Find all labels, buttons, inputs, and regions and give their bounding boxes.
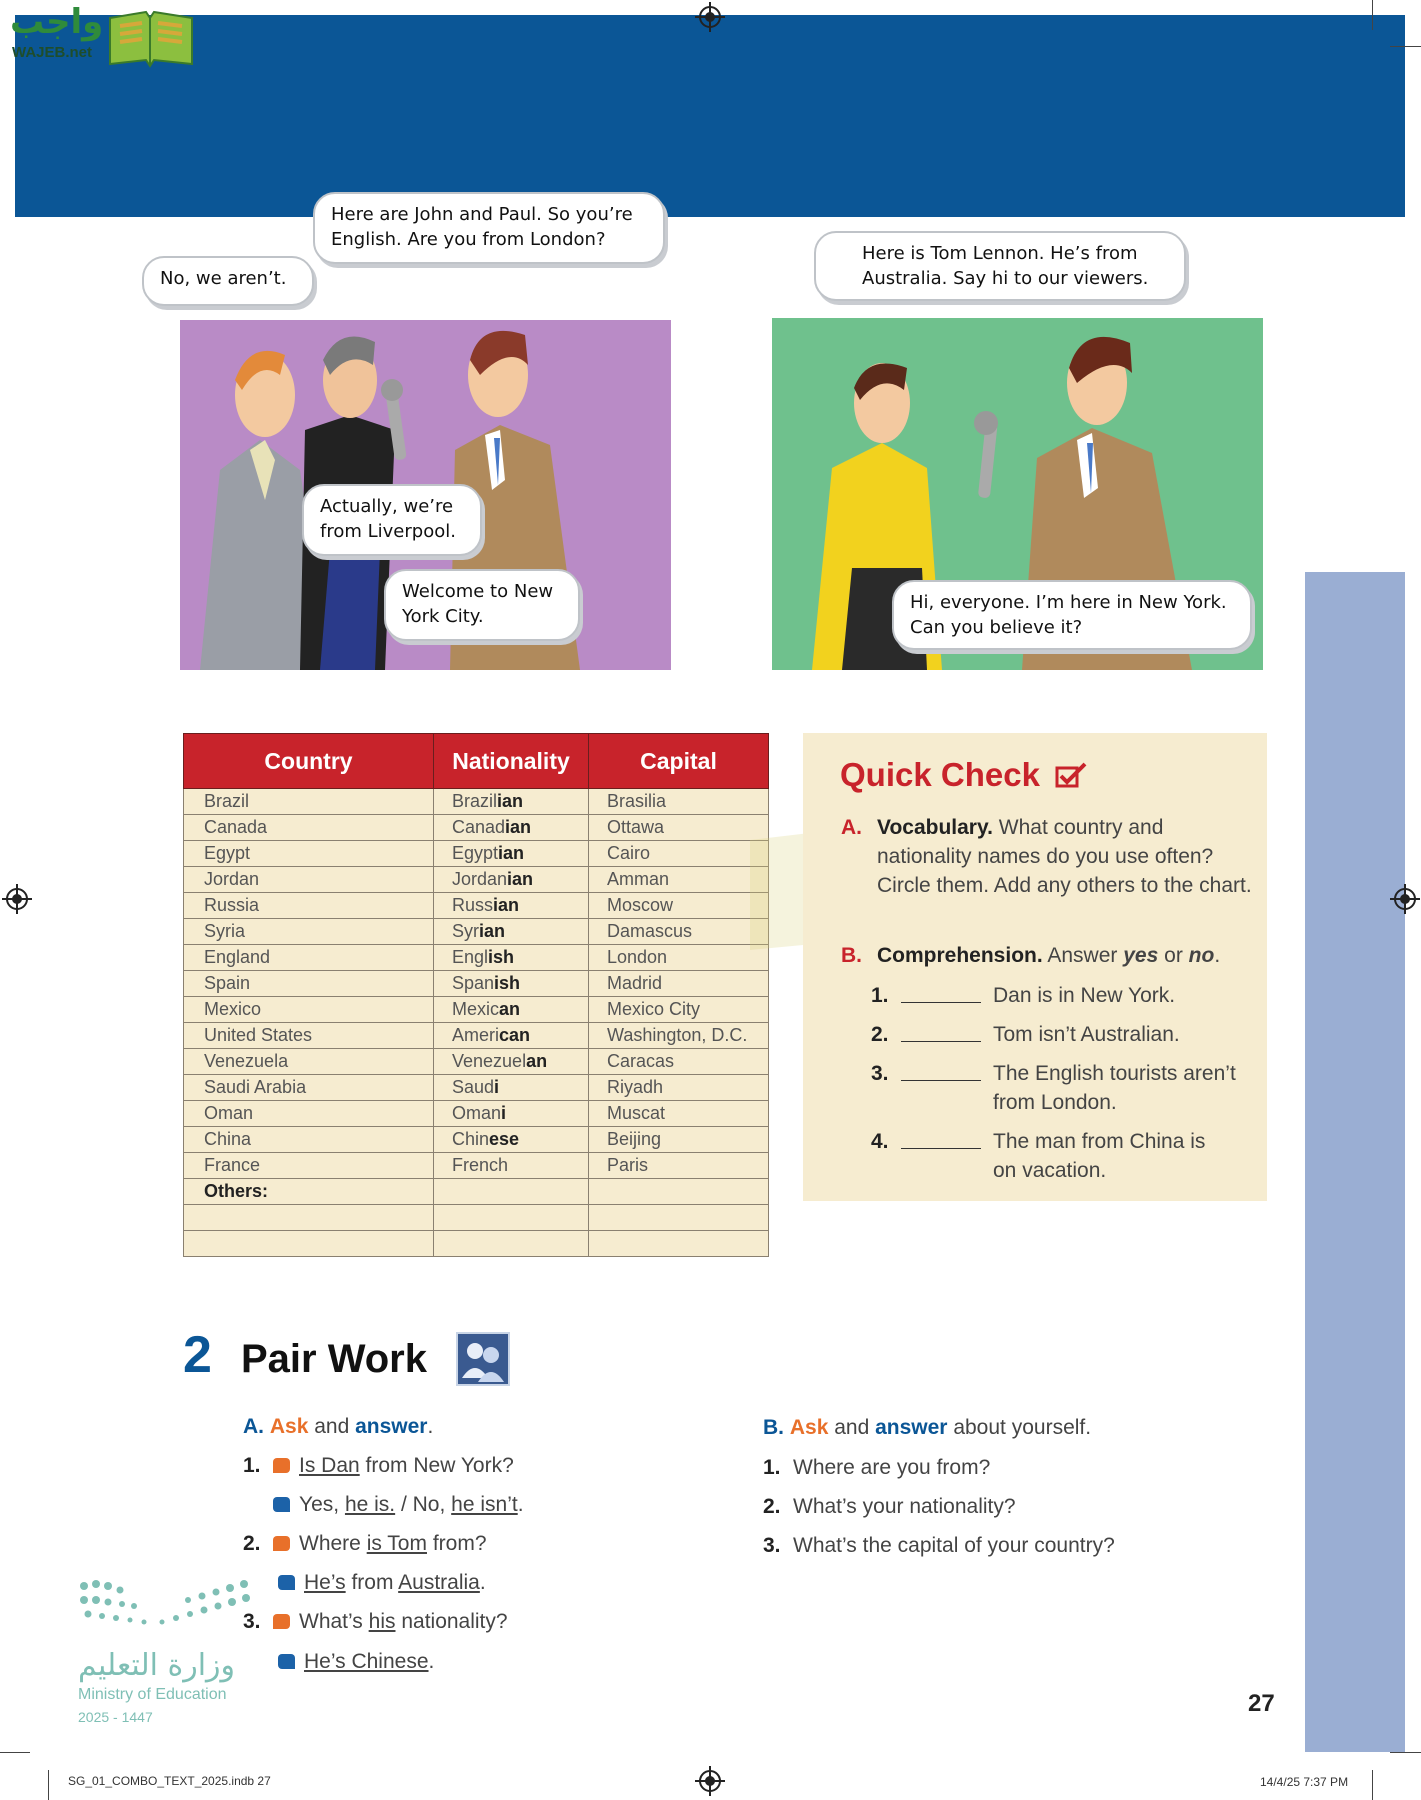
nationality-base: Egypt [452, 843, 499, 863]
nationality-suffix: ian [493, 895, 520, 915]
nationality-cell [434, 841, 589, 867]
blank-row [184, 1231, 769, 1257]
underlined-text: his [368, 1610, 396, 1633]
label-a: A. [243, 1415, 264, 1438]
table-header-row [184, 734, 769, 789]
or-word: or [1164, 944, 1183, 967]
item-number: 3. [763, 1534, 781, 1557]
country-cell: Spain [184, 971, 434, 997]
period: . [427, 1415, 434, 1438]
column-header-capital: Capital [589, 734, 769, 789]
country-cell: United States [184, 1023, 434, 1049]
pw-answer-2 [278, 1569, 486, 1597]
capital-cell: Caracas [589, 1049, 769, 1075]
nationality-base: Brazil [452, 791, 498, 811]
and-word: and [834, 1416, 870, 1439]
comprehension-answer: Answer [1047, 944, 1118, 967]
pw-b-item [763, 1493, 1016, 1521]
nationality-suffix: ish [488, 947, 515, 967]
underlined-text: Australia [398, 1571, 480, 1594]
capital-cell: Paris [589, 1153, 769, 1179]
footer-file-name: SG_01_COMBO_TEXT_2025.indb 27 [68, 1774, 271, 1788]
nationality-suffix: an [526, 1051, 548, 1071]
country-cell: Egypt [184, 841, 434, 867]
nationality-base: Saud [452, 1077, 495, 1097]
ministry-year: 2025 - 1447 [78, 1709, 153, 1725]
table-row [184, 945, 769, 971]
blank-cell[interactable] [434, 1179, 589, 1205]
table-row [184, 893, 769, 919]
orange-speech-icon [273, 1536, 290, 1551]
table-row [184, 1101, 769, 1127]
period: . [517, 1493, 524, 1516]
pw-question-3 [243, 1608, 508, 1636]
section-title: Pair Work [241, 1337, 427, 1381]
question-text: nationality? [395, 1610, 508, 1633]
qc-item-text: The man from China is on vacation. [993, 1130, 1206, 1182]
nationality-cell [434, 1023, 589, 1049]
answer-blank[interactable] [901, 1080, 981, 1081]
nationality-base: Jordan [452, 869, 508, 889]
nationality-suffix: ian [497, 791, 524, 811]
blank-row [184, 1205, 769, 1231]
item-number: 3. [243, 1610, 261, 1633]
nationality-cell [434, 919, 589, 945]
pw-question-2 [243, 1530, 487, 1558]
column-header-country: Country [184, 734, 434, 789]
bubble-text: Welcome to New York City. [402, 581, 554, 627]
table-row [184, 789, 769, 815]
answer-word: answer [875, 1416, 948, 1439]
capital-cell: Washington, D.C. [589, 1023, 769, 1049]
blank-cell[interactable] [434, 1205, 589, 1231]
blank-cell[interactable] [589, 1205, 769, 1231]
yes-word: yes [1123, 944, 1159, 967]
item-number: 2. [243, 1532, 261, 1555]
table-row [184, 815, 769, 841]
others-label: Others: [204, 1181, 269, 1201]
table-row [184, 1023, 769, 1049]
item-number: 1. [763, 1456, 781, 1479]
nationality-cell [434, 1049, 589, 1075]
nationality-table [183, 733, 769, 1257]
blue-speech-icon [278, 1654, 295, 1669]
ask-word: Ask [269, 1415, 309, 1438]
capital-cell: Madrid [589, 971, 769, 997]
nationality-cell [434, 867, 589, 893]
question-text: What’s [299, 1610, 369, 1633]
nationality-cell [434, 1127, 589, 1153]
blank-cell[interactable] [184, 1231, 434, 1257]
vocabulary-heading: Vocabulary. [877, 816, 993, 839]
nationality-cell [434, 893, 589, 919]
pw-question-1 [243, 1452, 514, 1480]
nationality-suffix: i [494, 1077, 500, 1097]
qc-item [871, 1020, 1261, 1049]
quick-check-a [841, 813, 1261, 900]
nationality-base: Engl [452, 947, 489, 967]
table-row [184, 1153, 769, 1179]
qc-item-number: 4. [871, 1130, 889, 1153]
question-text: from? [426, 1532, 487, 1555]
nationality-base: Oman [452, 1103, 502, 1123]
table-body [184, 789, 769, 1257]
crop-mark [0, 1752, 30, 1753]
blank-cell[interactable] [184, 1179, 434, 1205]
blank-cell[interactable] [589, 1231, 769, 1257]
answer-text: / No, [395, 1493, 452, 1516]
speech-bubble [892, 580, 1252, 650]
country-cell: Jordan [184, 867, 434, 893]
others-row [184, 1179, 769, 1205]
capital-cell: Cairo [589, 841, 769, 867]
crop-mark [48, 1770, 49, 1800]
registration-mark-icon [6, 888, 28, 910]
nationality-suffix: ian [479, 921, 506, 941]
pw-b-item [763, 1454, 990, 1482]
quick-check-title-text: Quick Check [840, 756, 1040, 793]
checkbox-check-icon [1055, 760, 1089, 788]
underlined-text: He’s Chinese [304, 1650, 429, 1673]
question-text: Where [299, 1532, 367, 1555]
capital-cell: London [589, 945, 769, 971]
column-header-nationality: Nationality [434, 734, 589, 789]
answer-text: Yes, [299, 1493, 345, 1516]
pair-work-b-heading [763, 1414, 1091, 1442]
quick-check-title [840, 756, 1089, 794]
table-row [184, 919, 769, 945]
blue-speech-icon [273, 1497, 290, 1512]
country-cell: China [184, 1127, 434, 1153]
registration-mark-icon [699, 1770, 721, 1792]
capital-cell: Beijing [589, 1127, 769, 1153]
label-a: A. [841, 816, 862, 839]
blank-cell[interactable] [589, 1179, 769, 1205]
nationality-cell [434, 1101, 589, 1127]
qc-item-number: 3. [871, 1062, 889, 1085]
country-cell: Canada [184, 815, 434, 841]
answer-word: answer [355, 1415, 428, 1438]
crop-mark [1390, 46, 1421, 47]
blank-cell[interactable] [434, 1231, 589, 1257]
nationality-cell [434, 997, 589, 1023]
bubble-text: Here are John and Paul. So you’re English. Are you from London? [331, 204, 633, 250]
qc-item-text: The English tourists aren’t from London. [993, 1062, 1236, 1114]
question-text: Where are you from? [793, 1456, 991, 1479]
logo-latin-text: WAJEB.net [12, 44, 93, 61]
logo-arabic-text: واجب [10, 2, 104, 42]
qc-item-number: 1. [871, 984, 889, 1007]
nationality-base: Canad [452, 817, 506, 837]
crop-mark [1372, 1770, 1373, 1800]
underlined-text: Is Dan [299, 1454, 360, 1477]
country-cell: Oman [184, 1101, 434, 1127]
bubble-text: Here is Tom Lennon. He’s from Australia. Say hi to our viewers. [862, 243, 1149, 289]
question-text: What’s the capital of your country? [793, 1534, 1115, 1557]
nationality-suffix: an [499, 999, 521, 1019]
nationality-suffix: ian [507, 869, 534, 889]
nationality-cell [434, 789, 589, 815]
table-row [184, 997, 769, 1023]
nationality-suffix: i [501, 1103, 507, 1123]
and-word: and [314, 1415, 350, 1438]
answer-blank[interactable] [901, 1041, 981, 1042]
side-strip [1305, 572, 1405, 1752]
nationality-suffix: can [499, 1025, 531, 1045]
nationality-cell [434, 1075, 589, 1101]
question-text: from New York? [359, 1454, 514, 1477]
underlined-text: is Tom [366, 1532, 427, 1555]
comprehension-heading: Comprehension. [877, 944, 1043, 967]
nationality-base: Mexic [452, 999, 500, 1019]
label-b: B. [763, 1416, 784, 1439]
country-cell: Russia [184, 893, 434, 919]
country-cell: Syria [184, 919, 434, 945]
ministry-dots-logo-icon [78, 1578, 254, 1638]
page-number: 27 [1248, 1690, 1275, 1717]
pw-answer-3 [278, 1648, 434, 1676]
blank-cell[interactable] [184, 1205, 434, 1231]
capital-cell: Mexico City [589, 997, 769, 1023]
period: . [479, 1571, 486, 1594]
capital-cell: Muscat [589, 1101, 769, 1127]
capital-cell: Brasilia [589, 789, 769, 815]
blue-speech-icon [278, 1575, 295, 1590]
underlined-text: he isn’t [451, 1493, 518, 1516]
nationality-suffix: ian [505, 817, 532, 837]
no-word: no [1188, 944, 1215, 967]
table-row [184, 1075, 769, 1101]
registration-mark-icon [699, 6, 721, 28]
country-cell: Venezuela [184, 1049, 434, 1075]
qc-item-text: Tom isn’t Australian. [993, 1023, 1180, 1046]
table-row [184, 971, 769, 997]
nationality-base: French [452, 1155, 509, 1175]
answer-text: from [345, 1571, 399, 1594]
capital-cell: Damascus [589, 919, 769, 945]
country-cell: England [184, 945, 434, 971]
qc-item [871, 1059, 1261, 1117]
country-cell: France [184, 1153, 434, 1179]
item-number: 1. [243, 1454, 261, 1477]
crop-mark [1372, 0, 1373, 30]
pw-answer-1 [273, 1491, 524, 1519]
pair-work-a-heading [243, 1413, 433, 1441]
bubble-text: Actually, we’re from Liverpool. [320, 496, 456, 542]
table-row [184, 1049, 769, 1075]
table-row [184, 867, 769, 893]
footer-timestamp: 14/4/25 7:37 PM [1260, 1775, 1349, 1789]
ministry-arabic: وزارة التعليم [78, 1648, 236, 1683]
table-row [184, 1127, 769, 1153]
nationality-suffix: ese [489, 1129, 520, 1149]
underlined-text: He’s [304, 1571, 346, 1594]
speech-bubble [384, 569, 580, 641]
capital-cell: Amman [589, 867, 769, 893]
table-row [184, 841, 769, 867]
nationality-cell [434, 971, 589, 997]
nationality-suffix: ish [494, 973, 521, 993]
qc-item-number: 2. [871, 1023, 889, 1046]
crop-mark [1390, 1752, 1421, 1753]
nationality-suffix: ian [498, 843, 525, 863]
capital-cell: Ottawa [589, 815, 769, 841]
item-number: 2. [763, 1495, 781, 1518]
qc-item-text: Dan is in New York. [993, 984, 1176, 1007]
period: . [428, 1650, 435, 1673]
nationality-base: Span [452, 973, 495, 993]
answer-blank[interactable] [901, 1148, 981, 1149]
answer-blank[interactable] [901, 1002, 981, 1003]
nationality-base: Syr [452, 921, 479, 941]
country-cell: Brazil [184, 789, 434, 815]
nationality-base: Venezuel [452, 1051, 527, 1071]
nationality-cell [434, 1153, 589, 1179]
qc-item [871, 1127, 1261, 1185]
registration-mark-icon [1394, 888, 1416, 910]
speech-bubble [302, 484, 482, 556]
orange-speech-icon [273, 1458, 290, 1473]
quick-check-b: B. Comprehension. Answer yes or no. [841, 941, 1261, 970]
underlined-text: he is. [344, 1493, 396, 1516]
ministry-english: Ministry of Education [78, 1686, 227, 1703]
country-cell: Saudi Arabia [184, 1075, 434, 1101]
country-cell: Mexico [184, 997, 434, 1023]
bubble-text: No, we aren’t. [160, 268, 287, 289]
about-yourself-text: about yourself. [953, 1416, 1092, 1439]
book-logo-icon [106, 6, 196, 68]
label-b: B. [841, 944, 862, 967]
header-band [15, 15, 1405, 217]
qc-item [871, 981, 1261, 1010]
pw-b-item [763, 1532, 1115, 1560]
pair-work-icon [456, 1332, 510, 1386]
orange-speech-icon [273, 1614, 290, 1629]
nationality-cell [434, 945, 589, 971]
ask-word: Ask [789, 1416, 829, 1439]
vocabulary-instructions: What country and nationality names do you use often? Circle them. Add any others to the chart. [877, 816, 1252, 897]
two-people-icon [458, 1334, 508, 1384]
section-number: 2 [183, 1326, 212, 1384]
speech-bubble [814, 231, 1186, 301]
nationality-cell [434, 815, 589, 841]
nationality-base: Ameri [452, 1025, 500, 1045]
capital-cell: Moscow [589, 893, 769, 919]
bubble-text: Hi, everyone. I’m here in New York. Can you believe it? [910, 592, 1227, 638]
question-text: What’s your nationality? [793, 1495, 1016, 1518]
speech-bubble [313, 192, 665, 264]
capital-cell: Riyadh [589, 1075, 769, 1101]
nationality-base: Chin [452, 1129, 490, 1149]
speech-bubble [142, 256, 314, 306]
nationality-base: Russ [452, 895, 494, 915]
